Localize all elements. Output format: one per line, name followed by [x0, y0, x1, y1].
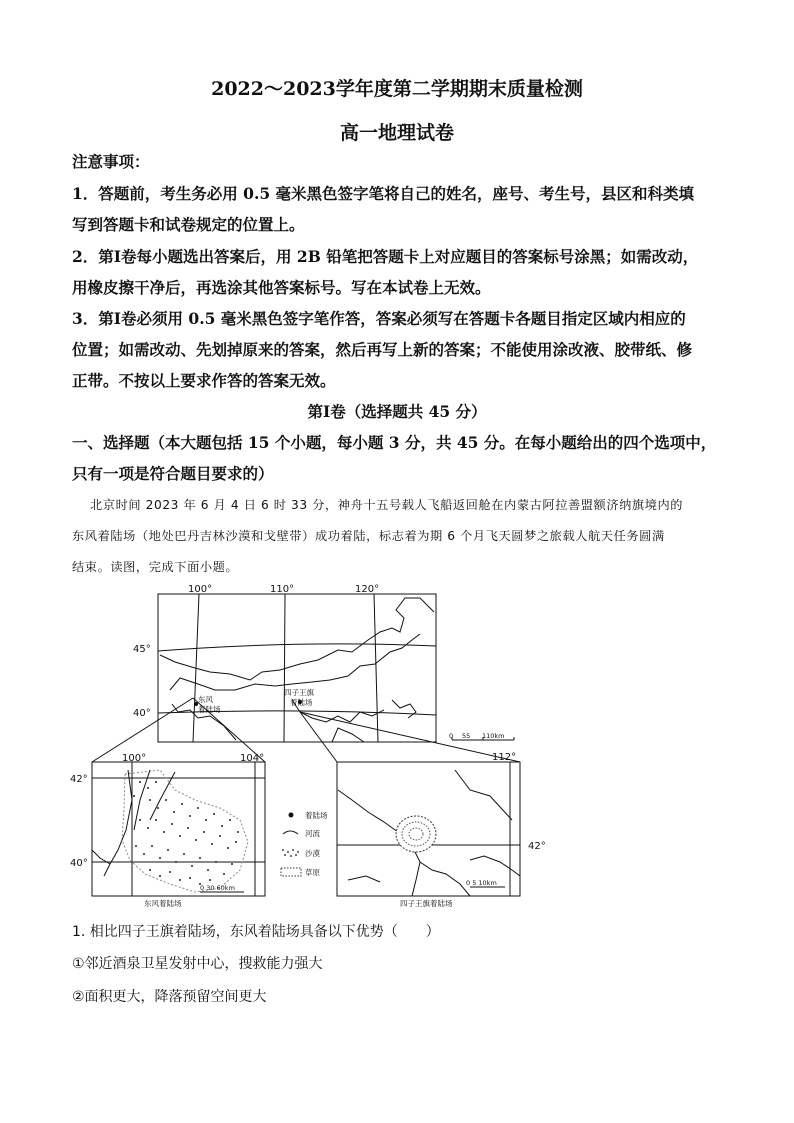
- main-lon-label-120: 120°: [355, 584, 380, 595]
- badain-jaran-desert-outline: [122, 770, 248, 892]
- main-map-frame: [158, 594, 436, 742]
- notice-item-1-line-2: 写到答题卡和试卷规定的位置上。: [72, 215, 305, 234]
- exam-subtitle: 高一地理试卷: [339, 122, 454, 144]
- left-river-3: [150, 772, 175, 820]
- right-river-2: [348, 876, 380, 882]
- passage-line-2: 东风着陆场（地处巴丹吉林沙漠和戈壁带）成功着陆，标志着为期 6 个月飞天圆梦之旅载人航天任务圆满: [72, 529, 665, 543]
- dongfeng-label-2: 着陆场: [198, 705, 221, 714]
- left-river-2: [134, 770, 150, 830]
- notice-item-2-line-2: 用橡皮擦干净后，再选涂其他答案标号。写在本试卷上无效。: [72, 278, 491, 297]
- notice-item-3-line-2: 位置；如需改动、先划掉原来的答案，然后再写上新的答案；不能使用涂改液、胶带纸、修: [72, 340, 693, 359]
- right-lon-label-112: 112°: [492, 752, 517, 763]
- left-lon-label-104: 104°: [240, 753, 265, 764]
- passage-line-3: 结束。读图，完成下面小题。: [72, 560, 239, 574]
- grassland-patch: [396, 816, 436, 852]
- main-lat-label-45: 45°: [133, 644, 151, 655]
- legend-grass-icon: [281, 868, 301, 876]
- notice-heading: 注意事项：: [72, 152, 150, 171]
- section-instruction-line-2: 只有一项是符合题目要求的）: [72, 464, 274, 483]
- inner-mongolia-border: [170, 634, 420, 690]
- main-scale-0: 0: [449, 732, 454, 740]
- left-river-1: [104, 770, 132, 876]
- national-border: [160, 598, 434, 680]
- question-1-option-1: ①邻近酒泉卫星发射中心，搜救能力强大: [72, 956, 323, 972]
- left-inset-caption: 东风着陆场: [144, 899, 182, 908]
- exam-title: 2022～2023学年度第二学期期末质量检测: [211, 78, 583, 100]
- right-scale-label: 0 5 10km: [466, 879, 497, 887]
- meridian-110: [284, 594, 285, 742]
- map-legend: [281, 813, 301, 877]
- legend-label-desert: 沙漠: [305, 849, 320, 858]
- notice-item-1-line-1: 1．答题前，考生务必用 0.5 毫米黑色签字笔将自己的姓名，座号、考生号，县区和科类填: [72, 184, 695, 203]
- main-lon-label-100: 100°: [188, 584, 213, 595]
- main-lat-label-40: 40°: [133, 708, 151, 719]
- left-scale-label: 0 30 60km: [200, 884, 235, 892]
- dongfeng-label-1: 东风: [198, 695, 213, 704]
- right-river: [470, 856, 520, 876]
- siziwang-label-1: 四子王旗: [284, 688, 314, 697]
- legend-dot-icon: [289, 813, 294, 818]
- right-lat-label-42: 42°: [528, 841, 546, 852]
- left-inset-frame: [92, 762, 265, 896]
- question-1-option-2: ②面积更大，降落预留空间更大: [72, 989, 267, 1005]
- coastline: [392, 700, 416, 718]
- notice-item-2-line-1: 2．第Ⅰ卷每小题选出答案后，用 2B 铅笔把答题卡上对应题目的答案标号涂黑；如需改动，: [72, 247, 699, 266]
- legend-label-river: 河流: [305, 829, 320, 838]
- right-inset-caption: 四子王旗着陆场: [400, 899, 453, 908]
- left-lat-label-40: 40°: [70, 858, 88, 869]
- left-lon-label-100: 100°: [122, 753, 147, 764]
- left-lat-label-42: 42°: [70, 774, 88, 785]
- meridian-120: [374, 594, 378, 742]
- parallel-45: [158, 644, 436, 651]
- passage-line-1: 北京时间 2023 年 6 月 4 日 6 时 33 分，神舟十五号载人飞船返回舱在内蒙古阿拉善盟额济纳旗境内的: [90, 498, 684, 512]
- right-boundary-2: [412, 862, 420, 896]
- section-title: 第Ⅰ卷（选择题共 45 分）: [307, 402, 487, 421]
- legend-desert-icon: [282, 849, 299, 857]
- notice-item-3-line-3: 正带。不按以上要求作答的答案无效。: [72, 371, 336, 390]
- legend-label-site: 着陆场: [305, 811, 328, 820]
- left-desert-dots: [133, 781, 239, 885]
- siziwang-label-2: 着陆场: [290, 698, 313, 707]
- question-1-stem: 1. 相比四子王旗着陆场，东风着陆场具备以下优势（ ）: [72, 924, 440, 940]
- right-boundary-3: [455, 770, 512, 820]
- legend-label-grass: 草原: [305, 868, 320, 877]
- main-scale-55: 55: [462, 732, 471, 740]
- notice-item-3-line-1: 3．第Ⅰ卷必须用 0.5 毫米黑色签字笔作答，答案必须写在答题卡各题目指定区域内相应的: [72, 309, 686, 328]
- legend-river-icon: [283, 831, 298, 834]
- main-lon-label-110: 110°: [270, 584, 295, 595]
- province-boundary-south-2: [332, 728, 364, 742]
- landing-site-map: [0, 575, 794, 915]
- section-instruction-line-1: 一、选择题（本大题包括 15 个小题，每小题 3 分，共 45 分。在每小题给出的四个选项中，: [72, 433, 717, 452]
- main-scale-110: 110km: [482, 732, 505, 740]
